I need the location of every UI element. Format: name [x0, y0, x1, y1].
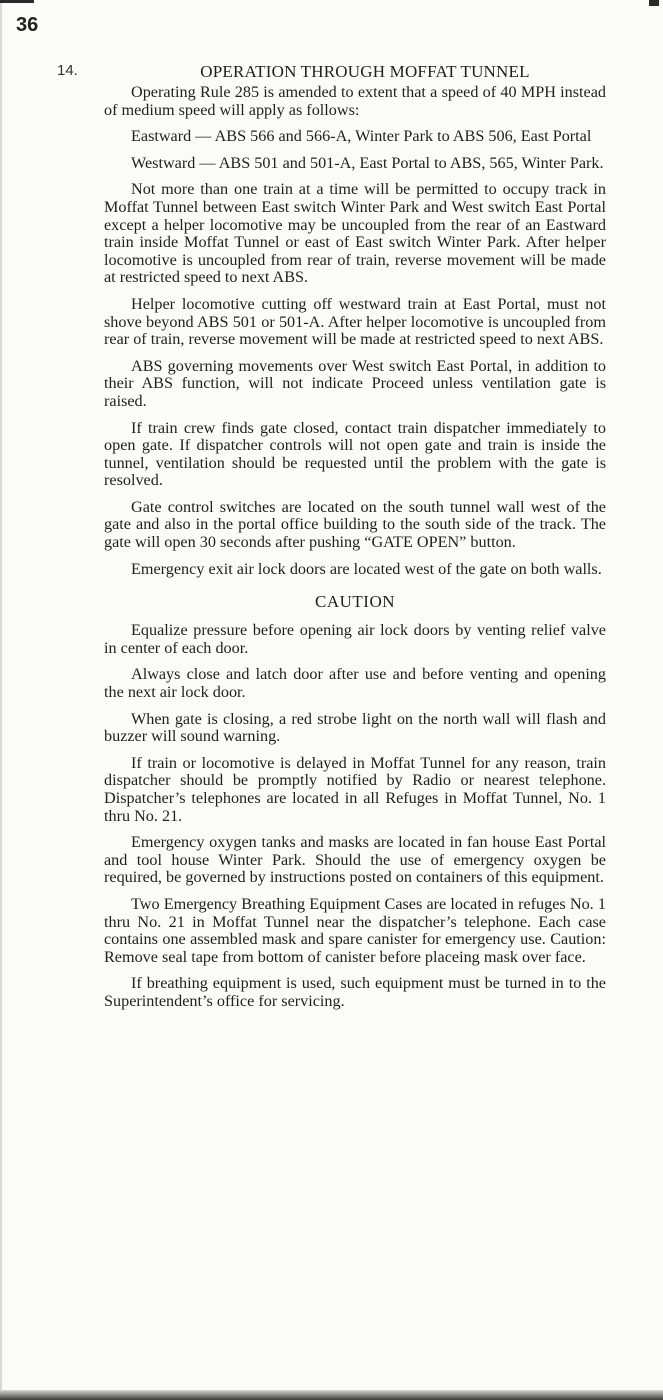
page-bottom-edge [0, 1390, 663, 1400]
caution-oxygen-tanks: Emergency oxygen tanks and masks are located in fan house East Portal and tool house Winter Park. Should the use of emergency oxygen be required, be governed by instructions posted on containers of this equipment. [104, 833, 606, 887]
top-rule [0, 0, 34, 3]
caution-equipment-return: If breathing equipment is used, such equipment must be turned in to the Superintendent’s office for servicing. [104, 974, 606, 1010]
caution-breathing-cases: Two Emergency Breathing Equipment Cases are located in refuges No. 1 thru No. 21 in Moffat Tunnel near the dispatcher’s telephone. Each case contains one assembled mask and spare canister for emergency use. Caution: Remove seal tape from bottom of canister before placeing mask over face. [104, 894, 606, 966]
page-content [57, 62, 606, 1020]
section-title: OPERATION THROUGH MOFFAT TUNNEL [200, 62, 530, 81]
paragraph-gate-closed: If train crew finds gate closed, contact train dispatcher immediately to open gate. If dispatcher controls will not open gate and train is inside the tunnel, ventilation should be requested until the problem with the gate is resolved. [104, 418, 606, 490]
caution-body [104, 622, 606, 1010]
section-header [57, 62, 606, 84]
paragraph-helper-locomotive: Helper locomotive cutting off westward train at East Portal, must not shove beyond ABS 501 or 501-A. After helper locomotive is uncoupled from rear of train, reverse movement will be made at restricted speed to next ABS. [104, 294, 606, 349]
caution-close-latch-door: Always close and latch door after use and before venting and opening the next air lock door. [104, 665, 606, 702]
page-left-edge [0, 0, 2, 1400]
caution-heading: CAUTION [315, 592, 395, 612]
paragraph-one-train-rule: Not more than one train at a time will be permitted to occupy track in Moffat Tunnel between East switch Winter Park and West switch East Portal except a helper locomotive may be uncoupled from the rear of an Eastward train inside Moffat Tunnel or east of East switch Winter Park. After helper locomotive is uncoupled from rear of train, reverse movement will be made at restricted speed to next ABS. [104, 180, 606, 287]
paragraph-westward: Westward — ABS 501 and 501-A, East Portal to ABS, 565, Winter Park. [131, 153, 604, 172]
paragraph-gate-control-switches: Gate control switches are located on the south tunnel wall west of the gate and also in the portal office building to the south side of the track. The gate will open 30 seconds after pushing “GATE OPEN” button. [104, 497, 606, 552]
paragraph-abs-governing: ABS governing movements over West switch East Portal, in addition to their ABS function, will not indicate Proceed unless ventilation gate is raised. [104, 356, 606, 410]
paragraph-speed-rule: Operating Rule 285 is amended to extent that a speed of 40 MPH instead of medium speed will apply as follows: [104, 83, 606, 119]
section-number: 14. [57, 62, 78, 79]
caution-equalize-pressure: Equalize pressure before opening air lock doors by venting relief valve in center of each door. [104, 621, 606, 657]
paragraph-eastward: Eastward — ABS 566 and 566-A, Winter Park to ABS 506, East Portal [131, 127, 592, 146]
caution-strobe-light: When gate is closing, a red strobe light on the north wall will flash and buzzer will sound warning. [104, 709, 606, 746]
page-number: 36 [16, 14, 39, 36]
caution-delayed-train: If train or locomotive is delayed in Moffat Tunnel for any reason, train dispatcher should be promptly notified by Radio or nearest telephone. Dispatcher’s telephones are located in all Refuges in Moffat Tunnel, No. 1 thru No. 21. [104, 753, 606, 825]
paragraph-air-lock-doors: Emergency exit air lock doors are located west of the gate on both walls. [131, 559, 602, 578]
section-body [104, 84, 606, 578]
corner-mark [649, 0, 659, 6]
